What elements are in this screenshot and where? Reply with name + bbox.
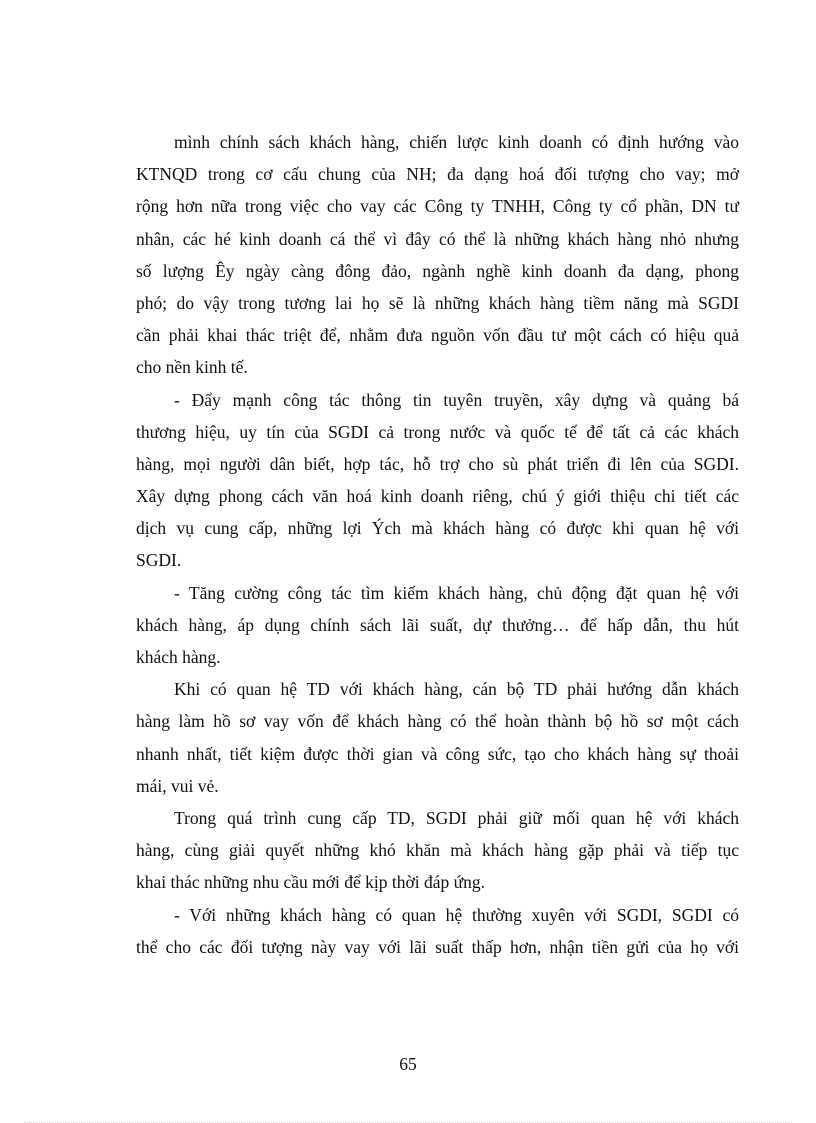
text-line: số lượng Êy ngày càng đông đảo, ngành nghề kinh doanh đa dạng, phong (136, 260, 739, 281)
text-line: - Tăng cường công tác tìm kiếm khách hàng, chủ động đặt quan hệ với (174, 582, 739, 603)
text-line: - Với những khách hàng có quan hệ thường xuyên với SGDI, SGDI có (174, 904, 739, 925)
text-line: cần phải khai thác triệt để, nhằm đưa nguồn vốn đầu tư một cách có hiệu quả (136, 325, 739, 346)
text-line: Khi có quan hệ TD với khách hàng, cán bộ TD phải hướng dẫn khách (174, 679, 739, 700)
text-line: hàng, mọi người dân biết, hợp tác, hỗ trợ cho sù phát triển đi lên của SGDI. (136, 453, 739, 474)
text-line: thể cho các đối tượng này vay với lãi suất thấp hơn, nhận tiền gửi của họ với (136, 936, 739, 957)
text-line: nhanh nhất, tiết kiệm được thời gian và công sức, tạo cho khách hàng sự thoải (136, 743, 739, 764)
text-line: khách hàng. (136, 647, 221, 667)
page-number: 65 (399, 1054, 417, 1074)
text-line: hàng, cùng giải quyết những khó khăn mà khách hàng gặp phải và tiếp tục (136, 840, 739, 861)
text-line: thương hiệu, uy tín của SGDI cả trong nước và quốc tế để tất cả các khách (136, 421, 739, 442)
text-line: cho nền kinh tế. (136, 357, 248, 378)
text-line: Xây dựng phong cách văn hoá kinh doanh riêng, chú ý giới thiệu chi tiết các (136, 486, 739, 507)
text-line: dịch vụ cung cấp, những lợi Ých mà khách hàng có được khi quan hệ với (136, 518, 739, 539)
text-line: rộng hơn nữa trong việc cho vay các Công ty TNHH, Công ty cổ phần, DN tư (136, 196, 739, 217)
text-line: - Đẩy mạnh công tác thông tin tuyên truyền, xây dựng và quảng bá (174, 389, 739, 410)
text-line: SGDI. (136, 550, 182, 571)
text-line: Trong quá trình cung cấp TD, SGDI phải giữ mối quan hệ với khách (174, 807, 739, 828)
text-line: mái, vui vẻ. (136, 775, 219, 796)
body-text (136, 126, 739, 963)
text-line: hàng làm hồ sơ vay vốn để khách hàng có thể hoàn thành bộ hồ sơ một cách (136, 711, 739, 732)
text-line: phó; do vậy trong tương lai họ sẽ là những khách hàng tiềm năng mà SGDI (136, 292, 739, 313)
text-line: khách hàng, áp dụng chính sách lãi suất, dự thưởng… để hấp dẫn, thu hút (136, 614, 739, 635)
text-line: nhân, các hé kinh doanh cá thể vì đây có thể là những khách hàng nhỏ nhưng (136, 228, 739, 249)
text-line: mình chính sách khách hàng, chiến lược kinh doanh có định hướng vào (174, 132, 739, 152)
text-line: KTNQD trong cơ cấu chung của NH; đa dạng hoá đối tượng cho vay; mở (136, 164, 739, 185)
text-line: khai thác những nhu cầu mới để kịp thời đáp ứng. (136, 872, 486, 893)
